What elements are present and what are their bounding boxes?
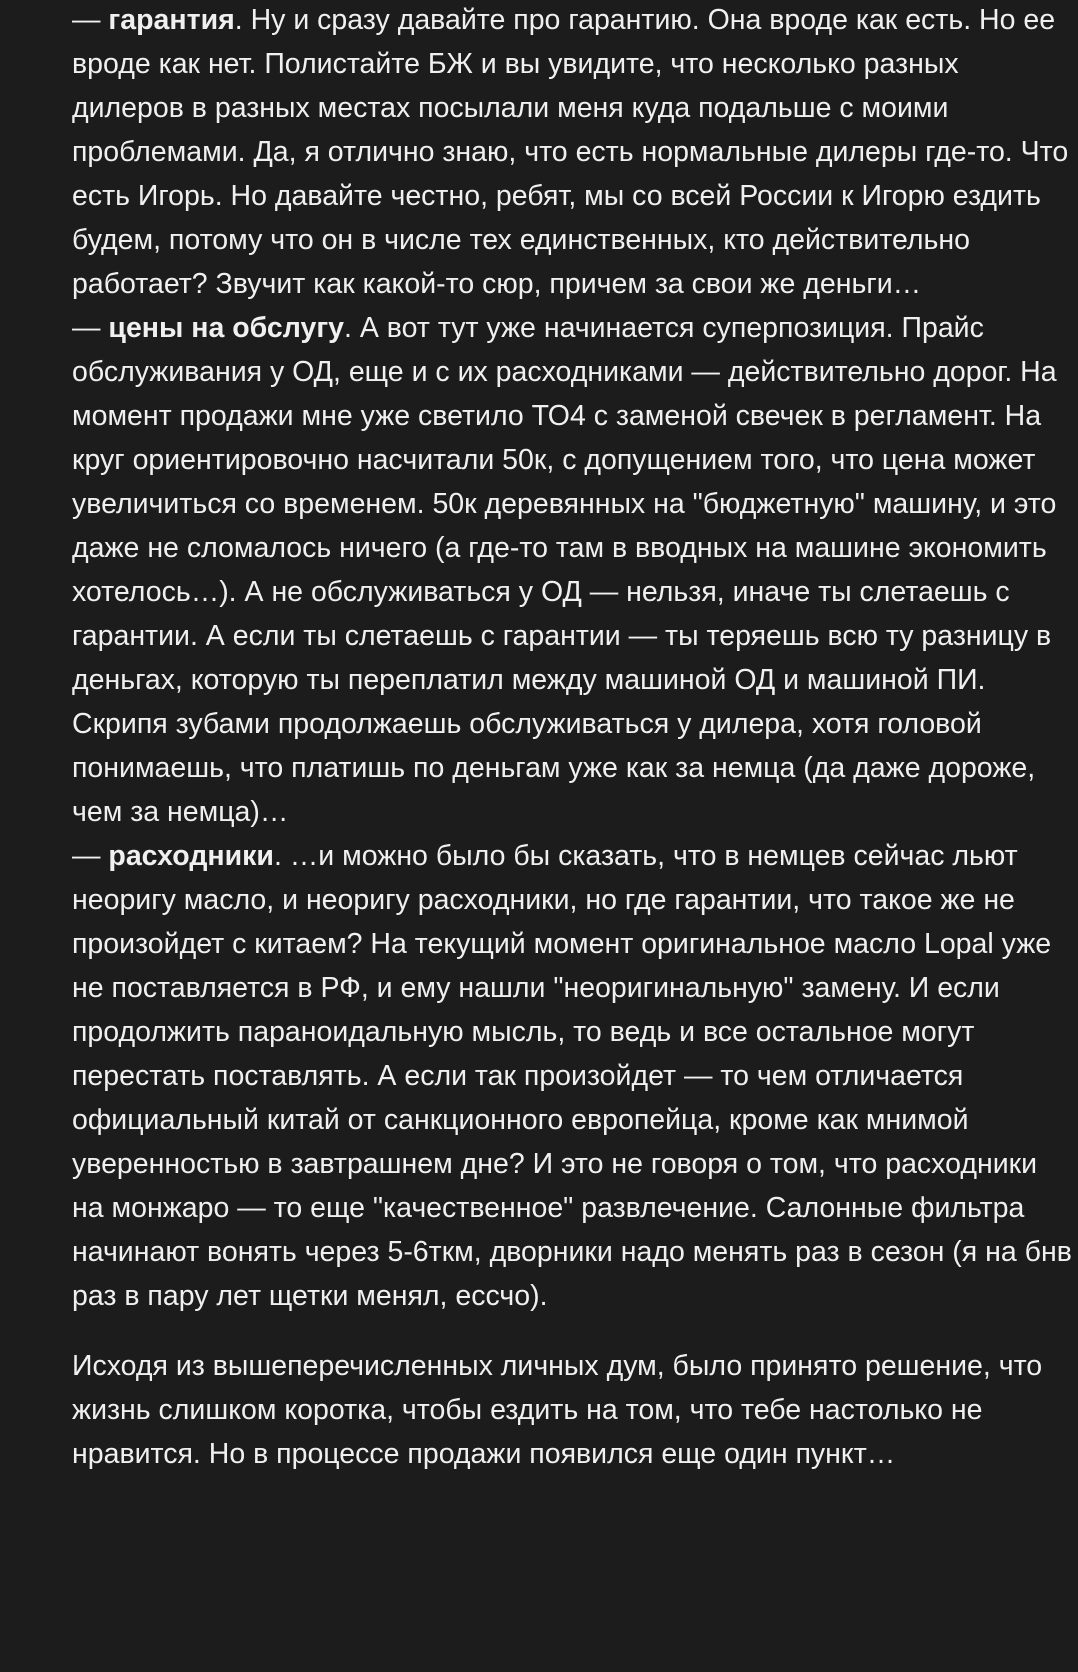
bullet-service-prices [72,306,1072,834]
bullet-term: расходники [108,840,274,872]
bullet-text: . Ну и сразу давайте про гарантию. Она вроде как есть. Но ее вроде как нет. Полистайте БЖ и вы увидите, что несколько разных дилеров в разных местах посылали меня куда подальше с моими проблемами. Да, я отлично знаю, что есть нормальные дилеры где-то. Что есть Игорь. Но давайте честно, ребят, мы со всей России к Игорю ездить будем, потому что он в числе тех единственных, кто действительно работает? Звучит как какой-то сюр, причем за свои же деньги… [72,4,1069,300]
bullet-warranty [72,0,1072,306]
bullet-text: . А вот тут уже начинается суперпозиция. Прайс обслуживания у ОД, еще и с их расходниками — действительно дорог. На момент продажи мне уже светило ТО4 с заменой свечек в регламент. На круг ориентировочно насчитали 50к, с допущением того, что цена может увеличиться со временем. 50к деревянных на "бюджетную" машину, и это даже не сломалось ничего (а где-то там в вводных на машине экономить хотелось…). А не обслуживаться у ОД — нельзя, иначе ты слетаешь с гарантии. А если ты слетаешь с гарантии — ты теряешь всю ту разницу в деньгах, которую ты переплатил между машиной ОД и машиной ПИ. Скрипя зубами продолжаешь обслуживаться у дилера, хотя головой понимаешь, что платишь по деньгам уже как за немца (да даже дороже, чем за немца)… [72,312,1057,828]
bullet-text: . …и можно было бы сказать, что в немцев сейчас льют неоригу масло, и неоригу расходники, но где гарантии, что такое же не произойдет с китаем? На текущий момент оригинальное масло Lopal уже не поставляется в РФ, и ему нашли "неоригинальную" замену. И если продолжить параноидальную мысль, то ведь и все остальное могут перестать поставлять. А если так произойдет — то чем отличается официальный китай от санкционного европейца, кроме как мнимой уверенностью в завтрашнем дне? И это не говоря о том, что расходники на монжаро — то еще "качественное" развлечение. Салонные фильтра начинают вонять через 5-6ткм, дворники надо менять раз в сезон (я на бнв раз в пару лет щетки менял, ессчо). [72,840,1072,1312]
bullet-term: гарантия [108,4,235,36]
bullet-dash: — [72,312,109,344]
bullet-dash: — [72,840,109,872]
conclusion-paragraph: Исходя из вышеперечисленных личных дум, было принято решение, что жизнь слишком коротка, чтобы ездить на том, что тебе настолько не нравится. Но в процессе продажи появился еще один пункт… [72,1350,1043,1470]
bullet-term: цены на обслугу [108,312,345,344]
bullet-dash: — [72,4,109,36]
bullet-consumables [72,834,1072,1318]
